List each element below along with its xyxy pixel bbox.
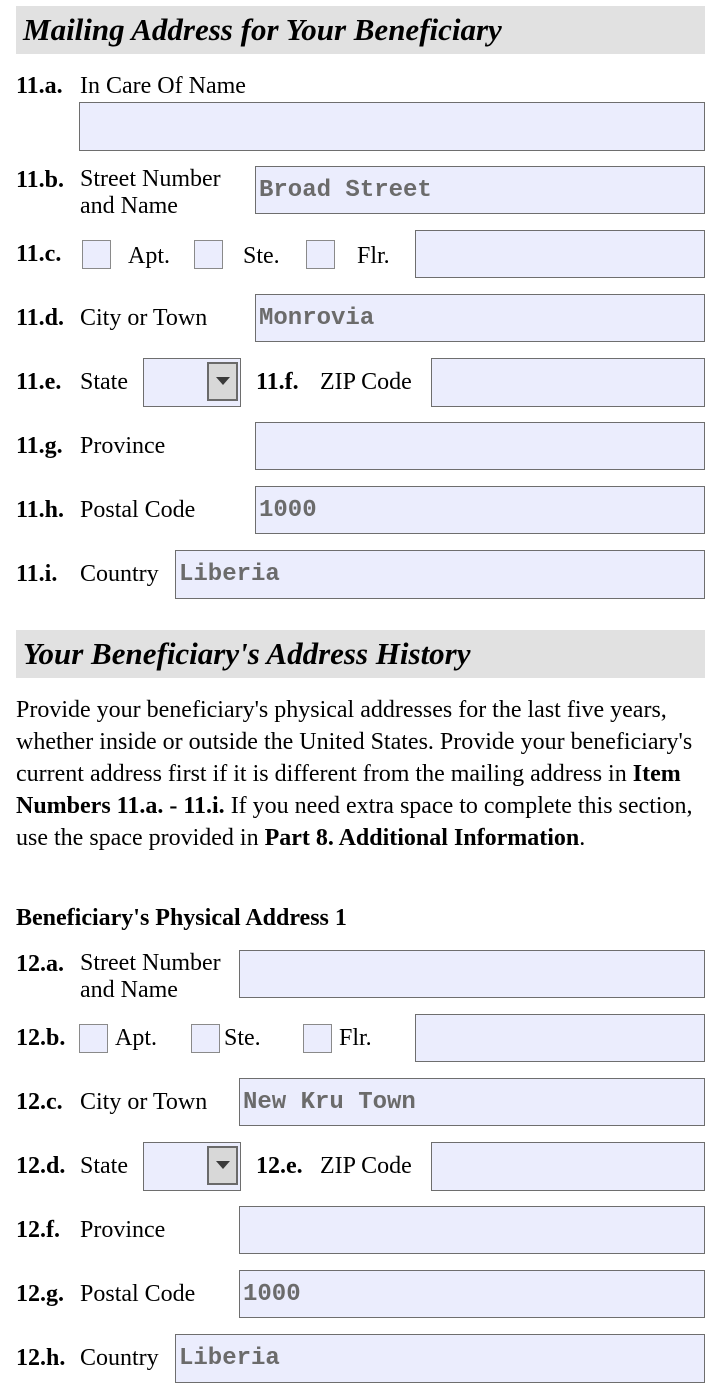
triangle-down-icon xyxy=(216,377,230,386)
postal-code-field-12g[interactable]: 1000 xyxy=(239,1270,705,1318)
street-number-and-name-field-12a[interactable] xyxy=(239,950,705,998)
apt-checkbox-12b[interactable] xyxy=(79,1024,108,1053)
para-text-1: Provide your beneficiary's physical addresses for the last five years, whether inside or outside the United States. Provide your beneficiary's current address first if it is different from the mailing address in xyxy=(16,697,693,787)
subheading-physical-address-1: Beneficiary's Physical Address 1 xyxy=(16,905,347,931)
item-number-12a: 12.a. xyxy=(16,951,64,977)
label-street-number-and-name xyxy=(80,166,221,220)
country-field[interactable]: Liberia xyxy=(175,550,705,599)
item-number-11f: 11.f. xyxy=(256,369,299,395)
triangle-down-icon xyxy=(216,1161,230,1170)
label-country-12h: Country xyxy=(80,1345,159,1371)
province-field-12f[interactable] xyxy=(239,1206,705,1254)
ste-label-12b: Ste. xyxy=(224,1025,261,1051)
apt-ste-flr-number-field-12b[interactable] xyxy=(415,1014,705,1062)
item-number-11h: 11.h. xyxy=(16,497,65,523)
label-zip-code: ZIP Code xyxy=(320,369,412,395)
para-text-3: . xyxy=(579,825,586,851)
postal-code-field[interactable]: 1000 xyxy=(255,486,705,534)
label-postal-code-12g: Postal Code xyxy=(80,1281,196,1307)
city-or-town-field-12c[interactable]: New Kru Town xyxy=(239,1078,705,1126)
label-province: Province xyxy=(80,433,166,459)
label-in-care-of-name: In Care Of Name xyxy=(80,73,246,99)
street-number-and-name-field[interactable]: Broad Street xyxy=(255,166,705,214)
flr-checkbox-12b[interactable] xyxy=(303,1024,332,1053)
flr-label: Flr. xyxy=(357,243,390,269)
label-state: State xyxy=(80,369,128,395)
label-country: Country xyxy=(80,561,159,587)
province-field[interactable] xyxy=(255,422,705,470)
ste-label: Ste. xyxy=(243,243,280,269)
flr-label-12b: Flr. xyxy=(339,1025,372,1051)
label-state-12d: State xyxy=(80,1153,128,1179)
item-number-11b: 11.b. xyxy=(16,167,65,193)
item-number-12b: 12.b. xyxy=(16,1025,66,1051)
country-field-12h[interactable]: Liberia xyxy=(175,1334,705,1383)
label-line-1: Street Number xyxy=(80,950,221,976)
section-header-address-history: Your Beneficiary's Address History xyxy=(16,630,705,678)
ste-checkbox[interactable] xyxy=(194,240,223,269)
item-number-12f: 12.f. xyxy=(16,1217,60,1243)
item-number-11d: 11.d. xyxy=(16,305,65,331)
label-street-number-and-name-12a xyxy=(80,950,221,1004)
apt-label: Apt. xyxy=(128,243,170,269)
item-number-11i: 11.i. xyxy=(16,561,58,587)
label-postal-code: Postal Code xyxy=(80,497,196,523)
dropdown-button-12d[interactable] xyxy=(207,1146,238,1185)
item-number-12d: 12.d. xyxy=(16,1153,66,1179)
zip-code-field[interactable] xyxy=(431,358,705,407)
label-zip-code-12e: ZIP Code xyxy=(320,1153,412,1179)
label-line-2: and Name xyxy=(80,193,178,219)
item-number-12c: 12.c. xyxy=(16,1089,63,1115)
city-or-town-field[interactable]: Monrovia xyxy=(255,294,705,342)
para-bold-item-numbers: Item Numbers 11.a. - 11.i. xyxy=(16,761,681,819)
ste-checkbox-12b[interactable] xyxy=(191,1024,220,1053)
item-number-12g: 12.g. xyxy=(16,1281,64,1307)
label-line-1: Street Number xyxy=(80,166,221,192)
flr-checkbox[interactable] xyxy=(306,240,335,269)
section-header-mailing-address: Mailing Address for Your Beneficiary xyxy=(16,6,705,54)
dropdown-button[interactable] xyxy=(207,362,238,401)
label-province-12f: Province xyxy=(80,1217,166,1243)
item-number-12e: 12.e. xyxy=(256,1153,303,1179)
label-city-or-town: City or Town xyxy=(80,305,208,331)
zip-code-field-12e[interactable] xyxy=(431,1142,705,1191)
label-line-2: and Name xyxy=(80,977,178,1003)
apt-ste-flr-number-field[interactable] xyxy=(415,230,705,278)
para-bold-part-8: Part 8. Additional Information xyxy=(264,825,580,851)
in-care-of-name-field[interactable] xyxy=(79,102,705,151)
instructions-paragraph xyxy=(16,694,716,854)
label-city-or-town-12c: City or Town xyxy=(80,1089,208,1115)
item-number-12h: 12.h. xyxy=(16,1345,66,1371)
item-number-11g: 11.g. xyxy=(16,433,63,459)
item-number-11c: 11.c. xyxy=(16,241,62,267)
para-text-2: If you need extra space to complete this section, use the space provided in xyxy=(16,793,693,851)
state-select[interactable] xyxy=(143,358,241,407)
state-select-12d[interactable] xyxy=(143,1142,241,1191)
apt-checkbox[interactable] xyxy=(82,240,111,269)
item-number-11a: 11.a. xyxy=(16,73,63,99)
apt-label-12b: Apt. xyxy=(115,1025,157,1051)
item-number-11e: 11.e. xyxy=(16,369,62,395)
